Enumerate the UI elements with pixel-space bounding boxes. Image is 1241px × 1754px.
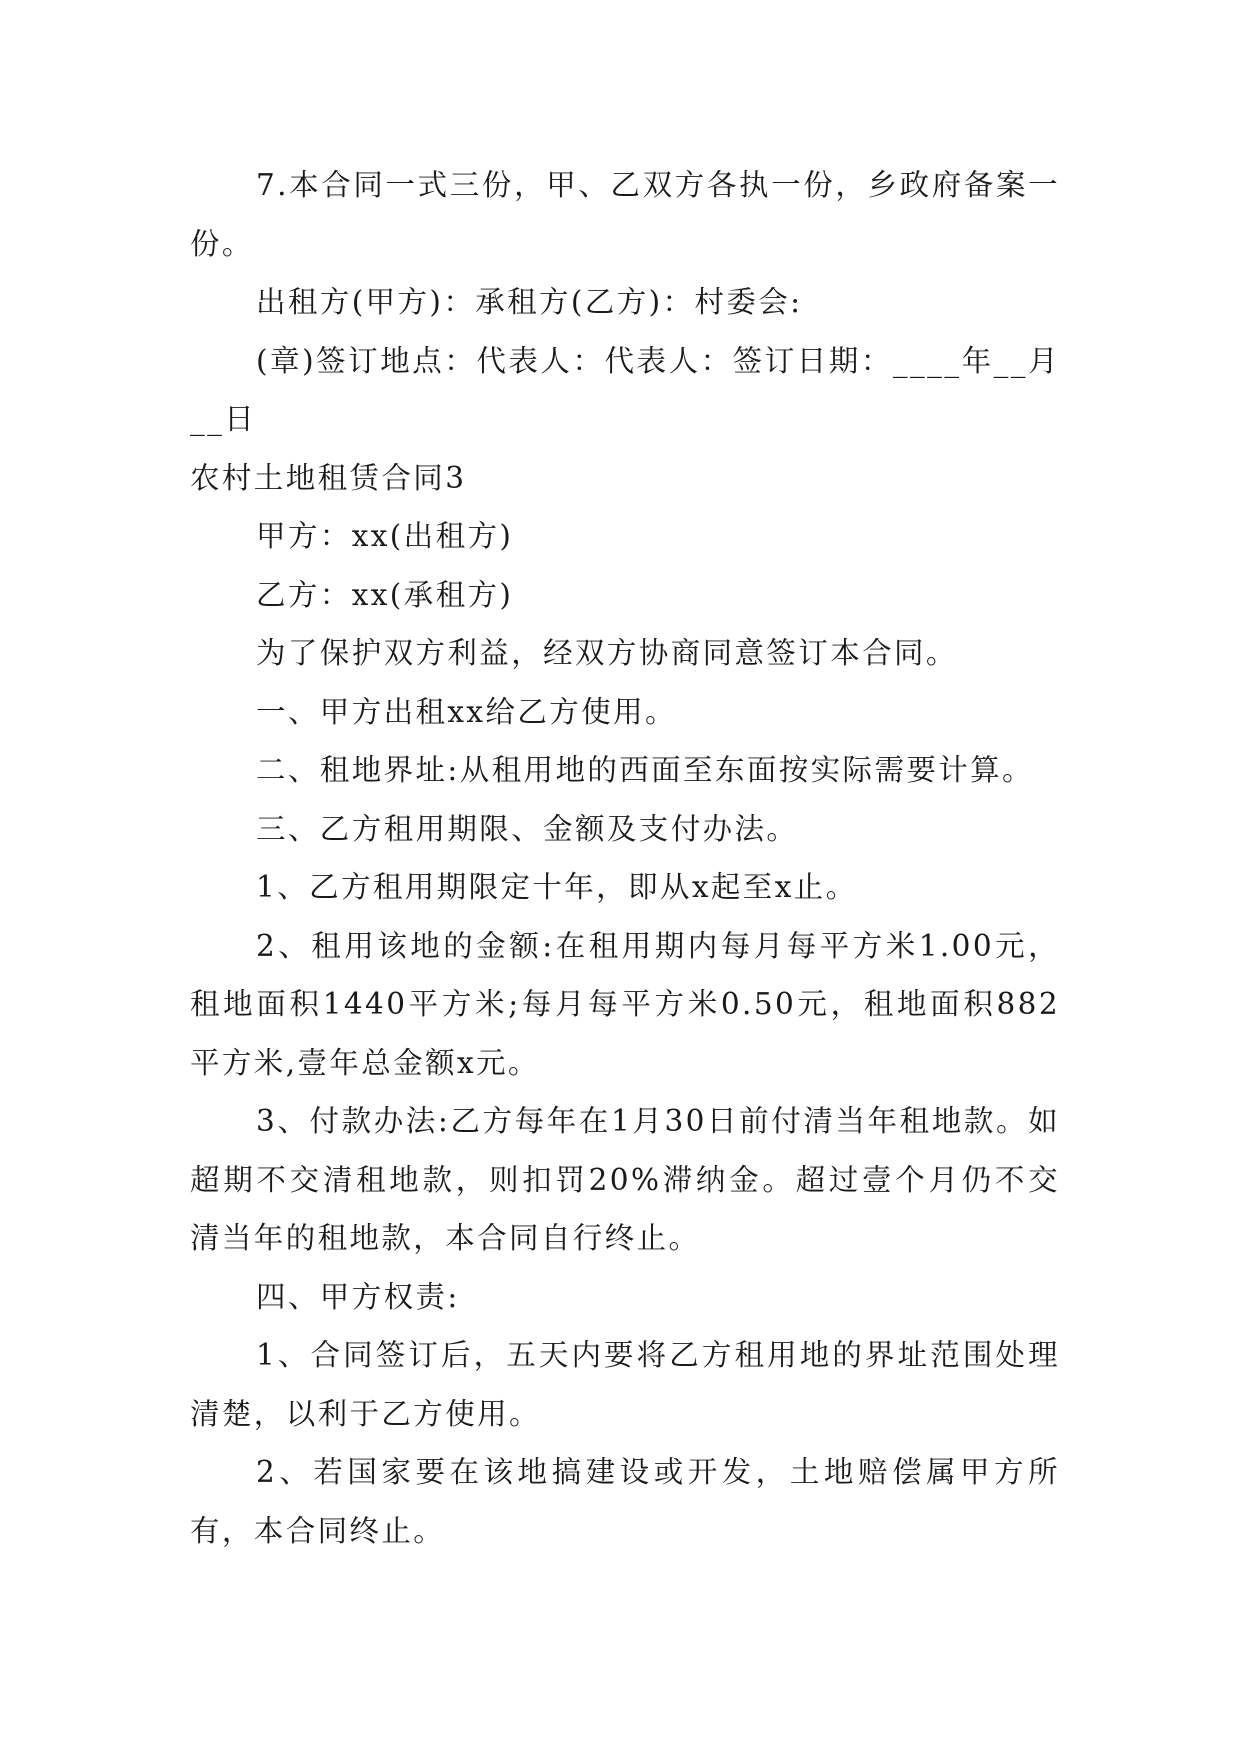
party-a-line: 甲方：xx(出租方) [256,519,514,553]
preamble: 为了保护双方利益，经双方协商同意签订本合同。 [256,636,958,670]
document-page [190,156,1060,1560]
article-3-item-3: 3、付款办法:乙方每年在1月30日前付清当年租地款。如超期不交清租地款，则扣罚20%滞纳金。超过壹个月仍不交清当年的租地款，本合同自行终止。 [190,1104,1060,1255]
article-1: 一、甲方出租xx给乙方使用。 [256,694,677,729]
signing-details-line: (章)签订地点：代表人：代表人：签订日期：____年__月__日 [190,343,1060,436]
parties-signature-line: 出租方(甲方)：承租方(乙方)：村委会: [256,285,803,319]
article-3-item-2: 2、租用该地的金额:在租用期内每月每平方米1.00元，租地面积1440平方米;每月每平方米0.50元，租地面积882平方米,壹年总金额x元。 [190,928,1060,1080]
article-4-item-1: 1、合同签订后，五天内要将乙方租用地的界址范围处理清楚，以利于乙方使用。 [190,1338,1060,1431]
article-4-item-2: 2、若国家要在该地搞建设或开发，土地赔偿属甲方所有，本合同终止。 [190,1455,1060,1548]
article-3-item-1: 1、乙方租用期限定十年，即从x起至x止。 [256,870,858,904]
article-2: 二、租地界址:从租用地的西面至东面按实际需要计算。 [256,753,1034,787]
article-3: 三、乙方租用期限、金额及支付办法。 [256,811,799,846]
contract-title: 农村土地租赁合同3 [190,460,467,495]
clause-7-copies: 7.本合同一式三份，甲、乙双方各执一份，乡政府备案一份。 [190,168,1060,261]
party-b-line: 乙方：xx(承租方) [256,577,514,612]
article-4: 四、甲方权责: [256,1279,460,1314]
